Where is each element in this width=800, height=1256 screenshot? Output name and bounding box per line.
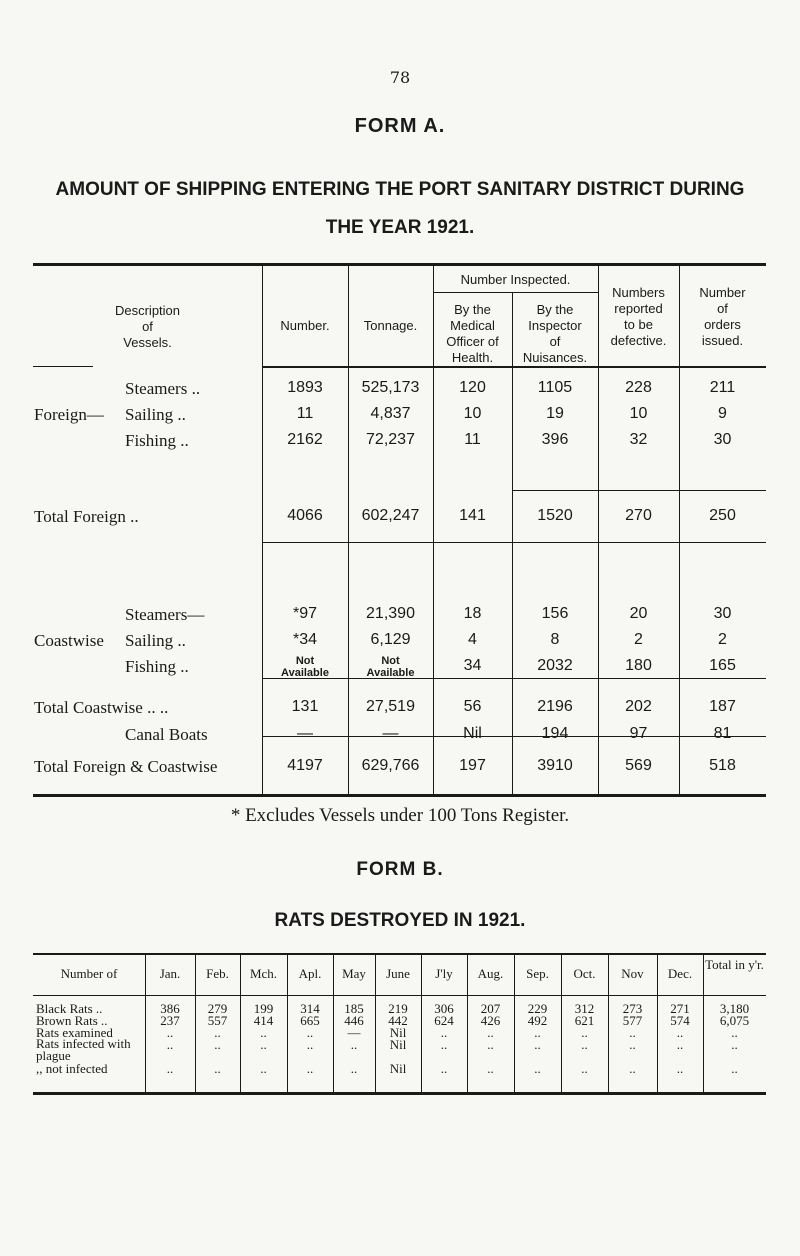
table-cell: 4066 bbox=[287, 507, 323, 524]
table-cell: .. bbox=[166, 1025, 174, 1040]
table-cell: 141 bbox=[459, 507, 486, 524]
section-rule-1 bbox=[512, 490, 766, 491]
table-cell: 21,390 bbox=[366, 605, 415, 622]
header-7: J'ly bbox=[435, 966, 453, 981]
header-10: Oct. bbox=[573, 966, 596, 981]
table-cell: 11 bbox=[464, 431, 481, 448]
header-8: Aug. bbox=[477, 966, 504, 981]
table-cell: 6,129 bbox=[370, 631, 411, 648]
table-cell: 492 bbox=[527, 1013, 548, 1028]
header-text: Officer of bbox=[446, 334, 499, 349]
table-bottom-rule bbox=[33, 794, 766, 797]
row-label: Fishing .. bbox=[125, 657, 189, 676]
table-cell: 386 bbox=[160, 1001, 180, 1016]
table-cell: .. bbox=[440, 1025, 448, 1040]
table-cell: 56 bbox=[463, 698, 482, 715]
table-cell: 2032 bbox=[537, 657, 573, 674]
table-cell: 525,173 bbox=[361, 379, 420, 396]
table-cell: .. bbox=[350, 1037, 358, 1052]
table-cell: 396 bbox=[541, 431, 569, 448]
table-cell: 20 bbox=[629, 605, 648, 622]
table-cell: .. bbox=[629, 1037, 636, 1052]
table-cell: 271 bbox=[670, 1001, 690, 1016]
table-cell: 414 bbox=[253, 1013, 274, 1028]
table-cell: .. bbox=[629, 1025, 636, 1040]
header-tonnage: Tonnage. bbox=[363, 318, 418, 333]
row-label: Canal Boats bbox=[125, 725, 208, 744]
table-cell: Not Available bbox=[366, 655, 415, 679]
table-cell: 1105 bbox=[537, 379, 573, 396]
row-label: Total Foreign .. bbox=[34, 507, 139, 526]
row-label: Total Coastwise .. .. bbox=[34, 698, 169, 717]
table-cell: 34 bbox=[463, 657, 482, 674]
table-cell: 207 bbox=[480, 1001, 501, 1016]
table-cell: 629,766 bbox=[361, 757, 420, 774]
table-cell: 197 bbox=[459, 757, 486, 774]
table-cell: 312 bbox=[574, 1001, 595, 1016]
table-cell: 574 bbox=[670, 1013, 690, 1028]
table-cell: Nil bbox=[389, 1037, 407, 1052]
table-cell: 306 bbox=[434, 1001, 454, 1016]
group-label-foreign: Foreign— bbox=[34, 405, 104, 424]
table-cell: .. bbox=[166, 1061, 174, 1076]
table-cell: 442 bbox=[388, 1013, 408, 1028]
header-text: By the bbox=[454, 302, 491, 317]
row-label: Rats infected with plague bbox=[36, 1036, 131, 1063]
table-cell: 3,180 bbox=[719, 1001, 750, 1016]
inspected-group-rule bbox=[433, 292, 598, 293]
table-cell: 577 bbox=[622, 1013, 643, 1028]
table-cell: 602,247 bbox=[361, 507, 420, 524]
form-a-title: FORM A. bbox=[354, 115, 446, 137]
table-cell: *97 bbox=[292, 605, 318, 622]
header-text: Medical bbox=[450, 318, 495, 333]
table-cell: .. bbox=[534, 1025, 541, 1040]
table-cell: .. bbox=[581, 1037, 588, 1052]
table-cell: .. bbox=[731, 1061, 738, 1076]
table-cell: 219 bbox=[388, 1001, 408, 1016]
header-inspected-group: Number Inspected. bbox=[460, 272, 571, 287]
header-2: Feb. bbox=[206, 966, 229, 981]
table-cell: .. bbox=[306, 1025, 314, 1040]
row-label: Steamers— bbox=[125, 605, 205, 624]
table-cell: 156 bbox=[541, 605, 569, 622]
table-cell: .. bbox=[350, 1061, 358, 1076]
table-cell: .. bbox=[440, 1061, 448, 1076]
table-cell: 6,075 bbox=[719, 1013, 750, 1028]
table-cell: 229 bbox=[527, 1001, 548, 1016]
header-text: Vessels. bbox=[123, 335, 172, 350]
table-cell: .. bbox=[260, 1061, 267, 1076]
table-cell: 211 bbox=[709, 379, 736, 396]
table-cell: .. bbox=[260, 1037, 267, 1052]
header-text: reported bbox=[614, 301, 663, 316]
table-cell: 557 bbox=[207, 1013, 228, 1028]
table-cell: 4 bbox=[468, 631, 477, 648]
table-cell: .. bbox=[306, 1037, 314, 1052]
table-cell: 2162 bbox=[287, 431, 323, 448]
table-cell: 446 bbox=[344, 1013, 364, 1028]
table-top-rule bbox=[33, 263, 766, 266]
table-cell: 621 bbox=[574, 1013, 595, 1028]
form-a-heading-line1: AMOUNT OF SHIPPING ENTERING THE PORT SANITARY DISTRICT DURING bbox=[55, 179, 745, 200]
header-4: Apl. bbox=[298, 966, 322, 981]
header-13: Total in y'r. bbox=[705, 957, 764, 972]
header-text: of bbox=[549, 334, 561, 349]
table-cell: 1520 bbox=[537, 507, 573, 524]
table-cell: 1893 bbox=[287, 379, 323, 396]
header-text: of bbox=[717, 301, 728, 316]
table-cell: 426 bbox=[480, 1013, 501, 1028]
table-cell: .. bbox=[676, 1061, 684, 1076]
table-cell: .. bbox=[214, 1025, 221, 1040]
header-text: Description bbox=[114, 303, 181, 318]
header-text: to be bbox=[624, 317, 653, 332]
table-bottom-rule bbox=[33, 1092, 766, 1095]
table-cell: .. bbox=[214, 1037, 221, 1052]
table-cell: 250 bbox=[709, 507, 736, 524]
table-cell: 9 bbox=[718, 405, 727, 422]
table-cell: 2 bbox=[718, 631, 727, 648]
col-divider bbox=[512, 292, 513, 794]
table-cell: .. bbox=[676, 1025, 684, 1040]
header-number-of: Number of bbox=[60, 966, 118, 981]
header-1: Jan. bbox=[159, 966, 181, 981]
table-cell: .. bbox=[534, 1037, 541, 1052]
table-cell: .. bbox=[676, 1037, 684, 1052]
table-cell: 624 bbox=[434, 1013, 454, 1028]
table-cell: .. bbox=[487, 1037, 494, 1052]
table-cell: Nil bbox=[389, 1061, 407, 1076]
table-cell: 228 bbox=[625, 379, 652, 396]
row-label: Black Rats .. bbox=[36, 1001, 103, 1016]
table-cell: 202 bbox=[625, 698, 652, 715]
table-cell: Nil bbox=[389, 1025, 407, 1040]
table-cell: *34 bbox=[292, 631, 318, 648]
header-bottom-rule-left bbox=[33, 366, 93, 367]
table-cell: 569 bbox=[625, 757, 652, 774]
header-by-inspector bbox=[512, 302, 598, 366]
table-cell: 8 bbox=[550, 631, 560, 648]
header-text: Numbers bbox=[612, 285, 665, 300]
table-cell: 2196 bbox=[537, 698, 573, 715]
table-cell: 32 bbox=[629, 431, 648, 448]
table-cell: 665 bbox=[300, 1013, 320, 1028]
table-cell: 270 bbox=[625, 507, 652, 524]
table-cell: .. bbox=[731, 1037, 738, 1052]
table-cell: 30 bbox=[713, 605, 732, 622]
header-orders bbox=[679, 285, 766, 349]
row-label: Sailing .. bbox=[125, 631, 186, 650]
header-5: May bbox=[342, 966, 366, 981]
table-cell: 237 bbox=[160, 1013, 180, 1028]
table-cell: — bbox=[347, 1025, 361, 1040]
table-cell: 120 bbox=[459, 379, 486, 396]
table-cell: 180 bbox=[625, 657, 652, 674]
table-cell: .. bbox=[440, 1037, 448, 1052]
group-label-coastwise: Coastwise bbox=[34, 631, 104, 650]
header-9: Sep. bbox=[526, 966, 549, 981]
table-cell: 72,237 bbox=[366, 431, 415, 448]
table-cell: .. bbox=[166, 1037, 174, 1052]
header-defective bbox=[598, 285, 679, 349]
table-cell: 4,837 bbox=[370, 405, 411, 422]
table-cell: 11 bbox=[296, 405, 314, 422]
header-text: defective. bbox=[610, 333, 667, 348]
header-text: Inspector bbox=[528, 318, 582, 333]
table-cell: 185 bbox=[344, 1001, 364, 1016]
header-bottom-rule bbox=[262, 366, 766, 368]
table-cell: .. bbox=[629, 1061, 636, 1076]
table-cell: 273 bbox=[622, 1001, 643, 1016]
table-cell: 194 bbox=[541, 725, 569, 742]
table-cell: — bbox=[382, 725, 399, 742]
table-cell: 81 bbox=[713, 725, 732, 742]
header-12: Dec. bbox=[667, 966, 693, 981]
header-text: Health. bbox=[451, 350, 494, 365]
form-b-heading: RATS DESTROYED IN 1921. bbox=[274, 910, 526, 931]
header-number: Number. bbox=[280, 318, 330, 333]
header-text: issued. bbox=[701, 333, 744, 348]
header-by-moh bbox=[433, 302, 512, 366]
row-label: ,, not infected bbox=[36, 1061, 108, 1076]
table-cell: 199 bbox=[253, 1001, 274, 1016]
table-cell: 2 bbox=[634, 631, 643, 648]
header-11: Nov bbox=[621, 966, 644, 981]
table-cell: .. bbox=[731, 1025, 738, 1040]
form-a-heading-line2: THE YEAR 1921. bbox=[325, 217, 475, 238]
row-label: Rats examined bbox=[36, 1025, 113, 1040]
table-cell: .. bbox=[487, 1025, 494, 1040]
header-3: Mch. bbox=[249, 966, 278, 981]
table-cell: 19 bbox=[546, 405, 564, 422]
table-cell: 27,519 bbox=[366, 698, 415, 715]
table-cell: 131 bbox=[291, 698, 319, 715]
header-text: By the bbox=[536, 302, 574, 317]
header-text: Number bbox=[699, 285, 746, 300]
table-cell: 518 bbox=[709, 757, 736, 774]
form-b-title: FORM B. bbox=[356, 859, 444, 880]
table-cell: 187 bbox=[709, 698, 736, 715]
row-label: Fishing .. bbox=[125, 431, 189, 450]
footnote: * Excludes Vessels under 100 Tons Register. bbox=[230, 805, 570, 826]
page-number: 78 bbox=[389, 68, 411, 87]
header-text: Nuisances. bbox=[522, 350, 588, 365]
table-cell: .. bbox=[581, 1061, 588, 1076]
table-cell: 10 bbox=[629, 405, 648, 422]
table-cell: 97 bbox=[629, 725, 648, 742]
table-cell: .. bbox=[214, 1061, 221, 1076]
row-label: Brown Rats .. bbox=[36, 1013, 108, 1028]
table-cell: 279 bbox=[207, 1001, 228, 1016]
header-text: of bbox=[142, 319, 153, 334]
table-cell: 30 bbox=[713, 431, 732, 448]
table-cell: — bbox=[297, 725, 313, 742]
header-6: June bbox=[386, 966, 410, 981]
table-cell: .. bbox=[487, 1061, 494, 1076]
table-cell: 18 bbox=[463, 605, 482, 622]
row-label: Sailing .. bbox=[125, 405, 186, 424]
table-cell: 3910 bbox=[537, 757, 573, 774]
table-cell: .. bbox=[581, 1025, 588, 1040]
table-cell: Not Available bbox=[281, 655, 329, 679]
table-cell: 314 bbox=[300, 1001, 320, 1016]
table-cell: .. bbox=[306, 1061, 314, 1076]
section-rule-2 bbox=[262, 542, 766, 543]
table-cell: 165 bbox=[709, 657, 736, 674]
table-cell: .. bbox=[260, 1025, 267, 1040]
row-label: Steamers .. bbox=[125, 379, 201, 398]
table-cell: Nil bbox=[463, 725, 482, 742]
header-description bbox=[33, 303, 262, 351]
header-text: orders bbox=[704, 317, 741, 332]
row-label: Total Foreign & Coastwise bbox=[34, 757, 218, 776]
table-cell: 10 bbox=[463, 405, 482, 422]
table-cell: 4197 bbox=[287, 757, 323, 774]
table-cell: .. bbox=[534, 1061, 541, 1076]
